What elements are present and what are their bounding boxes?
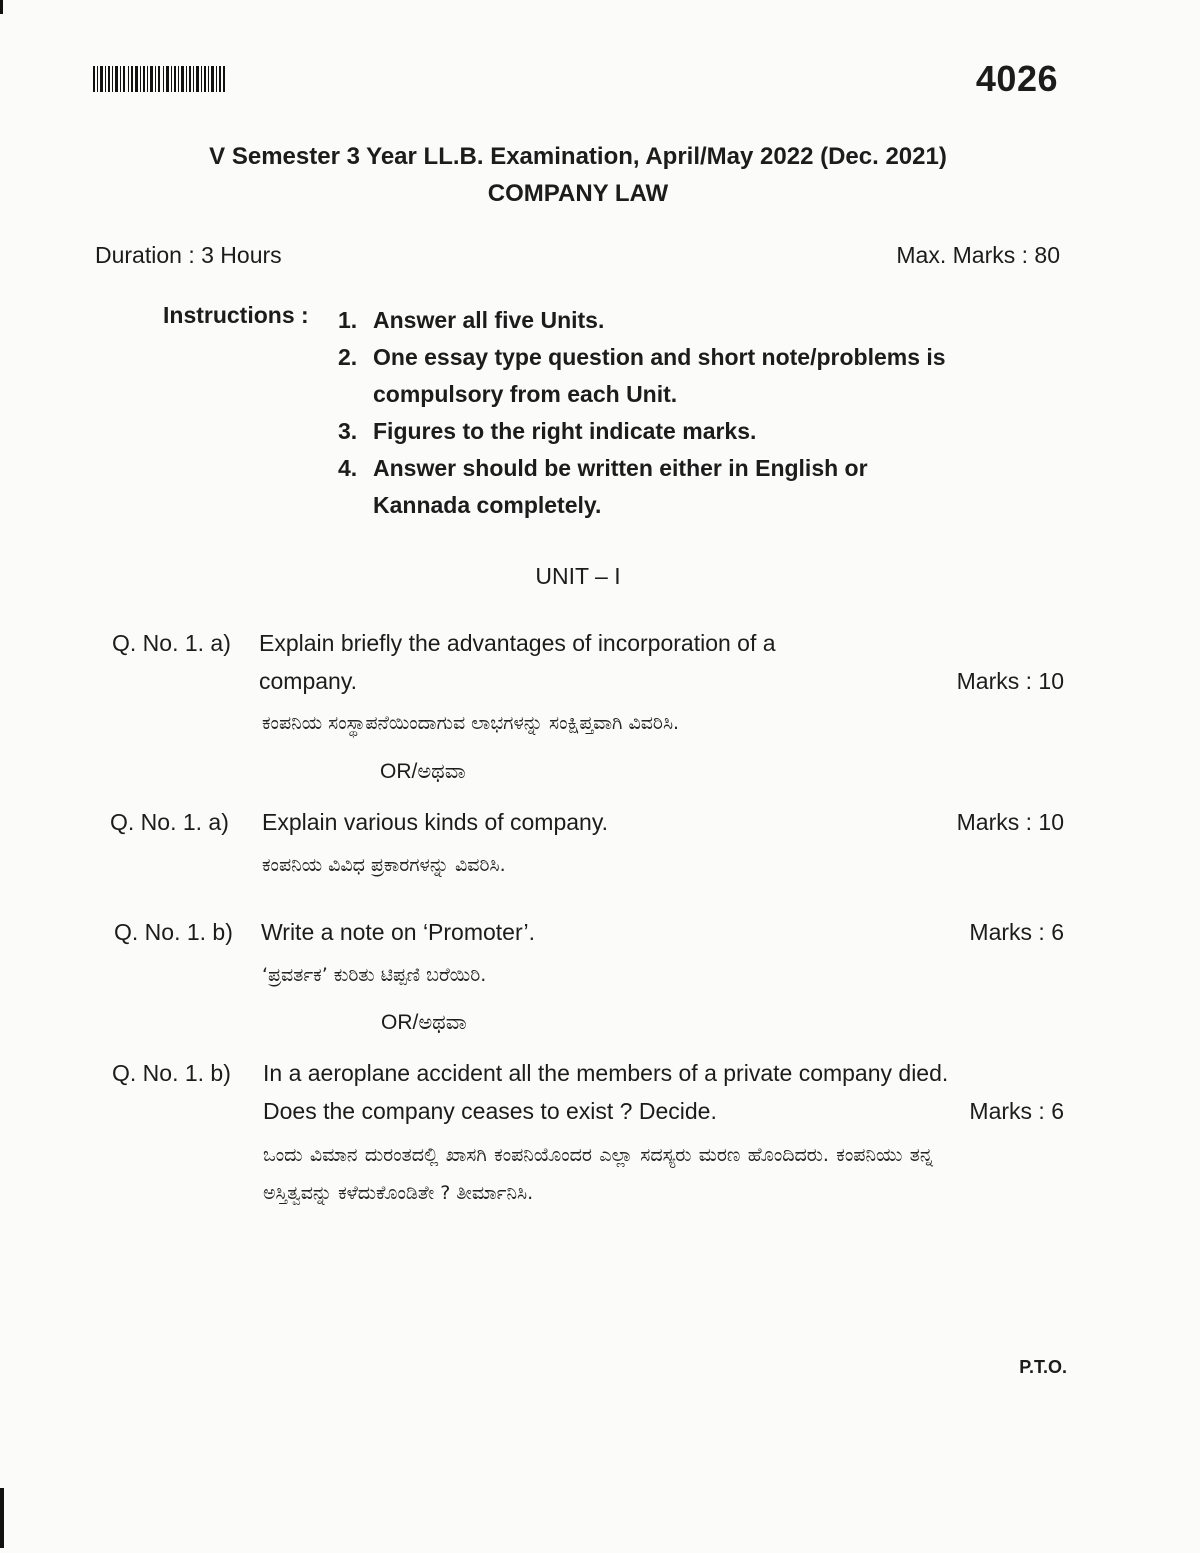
instructions-label: Instructions : [163, 302, 309, 328]
question-marks: Marks : 10 [956, 668, 1064, 694]
instruction-item [338, 413, 1038, 450]
question-marks: Marks : 10 [956, 809, 1064, 835]
exam-title: V Semester 3 Year LL.B. Examination, April/May 2022 (Dec. 2021) [209, 143, 947, 170]
duration: Duration : 3 Hours [95, 242, 282, 268]
question-kannada: ‘ಪ್ರವರ್ತಕ’ ಕುರಿತು ಟಿಪ್ಪಣಿ ಬರೆಯಿರಿ. [262, 964, 487, 986]
question-label: Q. No. 1. a) [112, 630, 231, 656]
instruction-text: Answer should be written either in English or Kannada completely. [373, 455, 868, 518]
instruction-text: One essay type question and short note/problems is compulsory from each Unit. [373, 344, 946, 407]
question-label: Q. No. 1. b) [114, 919, 233, 945]
question-text: Explain briefly the advantages of incorporation of a company. [259, 630, 776, 694]
question-marks: Marks : 6 [969, 919, 1064, 945]
instruction-number: 1. [338, 307, 358, 333]
or-separator: OR/ಅಥವಾ [381, 1011, 467, 1034]
instruction-item [338, 339, 1038, 413]
instruction-item [338, 302, 1038, 339]
instruction-text: Answer all five Units. [373, 307, 605, 333]
max-marks: Max. Marks : 80 [896, 242, 1060, 268]
instructions-list [338, 302, 1038, 524]
barcode-icon [93, 66, 225, 92]
instruction-number: 3. [338, 418, 358, 444]
question-text: Explain various kinds of company. [262, 809, 609, 835]
unit-heading: UNIT – I [535, 563, 621, 589]
question-kannada: ಕಂಪನಿಯ ಸಂಸ್ಥಾಪನೆಯಿಂದಾಗುವ ಲಾಭಗಳನ್ನು ಸಂಕ್ಷಿಪ್ತವಾಗಿ ವಿವರಿಸಿ. [262, 712, 680, 734]
question-label: Q. No. 1. a) [110, 809, 229, 835]
page-turn-note: P.T.O. [1019, 1357, 1067, 1377]
question-kannada: ಕಂಪನಿಯ ವಿವಿಧ ಪ್ರಕಾರಗಳನ್ನು ವಿವರಿಸಿ. [262, 854, 506, 876]
question-kannada: ಒಂದು ವಿಮಾನ ದುರಂತದಲ್ಲಿ ಖಾಸಗಿ ಕಂಪನಿಯೊಂದರ ಎಲ್ಲಾ ಸದಸ್ಯರು ಮರಣ ಹೊಂದಿದರು. ಕಂಪನಿಯು ತನ್ನ ಅಸ್ತಿತ್ವವನ್ನು ಕಳೆದುಕೊಂಡಿತೇ ? ತೀರ್ಮಾನಿಸಿ. [263, 1144, 933, 1204]
instruction-number: 2. [338, 344, 358, 370]
paper-code: 4026 [975, 58, 1058, 99]
instruction-number: 4. [338, 455, 358, 481]
question-text: In a aeroplane accident all the members of a private company died. Does the company ceases to exist ? Decide. [263, 1060, 949, 1124]
instruction-item [338, 450, 1038, 524]
instruction-text: Figures to the right indicate marks. [373, 418, 757, 444]
question-label: Q. No. 1. b) [112, 1060, 231, 1086]
scan-edge-mark-bottom [0, 1488, 4, 1548]
question-marks: Marks : 6 [969, 1098, 1064, 1124]
scan-edge-mark-top [0, 0, 3, 14]
subject-title: COMPANY LAW [487, 180, 669, 207]
or-separator: OR/ಅಥವಾ [380, 760, 466, 783]
question-text: Write a note on ‘Promoter’. [261, 919, 535, 945]
